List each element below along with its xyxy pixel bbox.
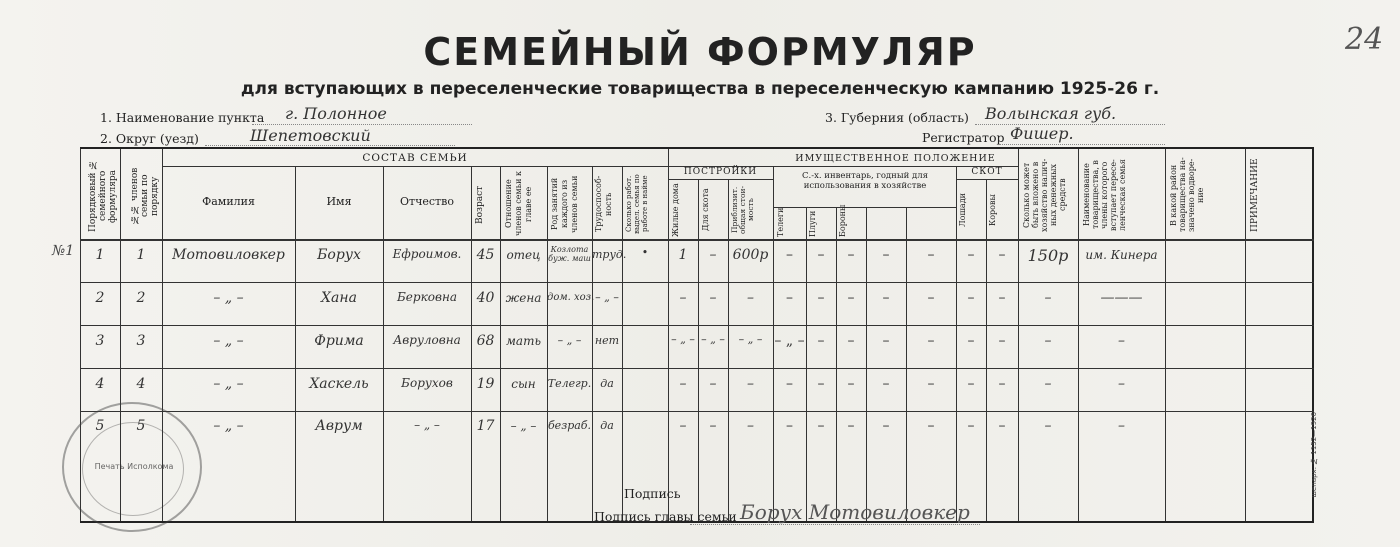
seal-text: Печать Исполкома bbox=[94, 462, 174, 471]
hdr-dengi: Сколько может быть вложено в хозяйство налич-ных денежных средств bbox=[1022, 158, 1067, 232]
cell-borony: – bbox=[847, 247, 855, 263]
hdr-korovy: Коровы bbox=[988, 194, 997, 226]
cell-otnoshenie: – „ – bbox=[510, 419, 537, 433]
cell-korovy: – bbox=[998, 247, 1006, 263]
cell-trud: да bbox=[600, 377, 614, 390]
hdr-stoimost: Приблизит. общая стои-мость bbox=[730, 186, 755, 234]
hdr-dlya-skota: Для скота bbox=[701, 188, 710, 232]
hdr-member-no: №№ членов семьи по порядку bbox=[130, 167, 160, 225]
cell-inv-extra: – bbox=[882, 418, 890, 434]
hdr-loshadi: Лошади bbox=[958, 193, 967, 227]
cell-dlya-skota: – „ – bbox=[701, 333, 725, 346]
cell-zhilye: – „ – bbox=[671, 333, 695, 346]
row-line bbox=[162, 166, 668, 167]
cell-tovar: ——— bbox=[1100, 290, 1143, 306]
cell-dengi: – bbox=[1044, 418, 1052, 434]
podpis-glavy-label: Подпись главы семьи bbox=[594, 509, 737, 524]
cell-telegi: – bbox=[786, 290, 793, 306]
row-line bbox=[773, 207, 956, 208]
cell-inv-extra: – bbox=[927, 333, 935, 349]
hdr-primechanie: ПРИМЕЧАНИЕ bbox=[1250, 158, 1260, 232]
cell-familia: – „ – bbox=[213, 333, 244, 349]
cell-imya: Фрима bbox=[314, 333, 364, 349]
cell-rod: дом. хоз. bbox=[547, 292, 595, 303]
header-bottom-line bbox=[80, 239, 1314, 241]
col-line bbox=[622, 166, 623, 521]
okrug-value: Шепетовский bbox=[250, 126, 371, 145]
cell-zhilye: – bbox=[679, 290, 687, 306]
cell-tovar: – bbox=[1118, 333, 1125, 349]
cell-inv-extra: – bbox=[882, 247, 890, 263]
cell-member-no: 4 bbox=[136, 376, 146, 392]
cell-borony: – bbox=[847, 333, 855, 349]
cell-vozrast: 68 bbox=[476, 333, 495, 349]
row-line bbox=[668, 179, 773, 180]
hdr-imya: Имя bbox=[326, 195, 352, 208]
cell-loshadi: – bbox=[967, 247, 975, 263]
printer-note: шепарх. № 1152—1926 bbox=[1310, 412, 1318, 498]
form-subtitle: для вступающих в переселенческие товарищества в переселенческую кампанию 1925-26 г. bbox=[240, 79, 1160, 99]
row-line bbox=[80, 282, 1314, 283]
form-title: СЕМЕЙНЫЙ ФОРМУЛЯР bbox=[423, 30, 977, 74]
registrator-underline bbox=[1000, 144, 1165, 145]
row-line bbox=[80, 411, 1314, 412]
cell-telegi: – bbox=[786, 247, 793, 263]
cell-dlya-skota: – bbox=[709, 290, 717, 306]
gubernia-value: Волынская губ. bbox=[985, 104, 1117, 123]
cell-loshadi: – bbox=[967, 333, 975, 349]
registrator-value: Фишер. bbox=[1010, 124, 1074, 143]
hdr-tovarishestvo: Наименование товарищества, в члены которого вступает пересе-ленческая семья bbox=[1082, 159, 1127, 231]
cell-form-no: 4 bbox=[95, 376, 105, 392]
cell-trud: – „ – bbox=[595, 291, 619, 304]
cell-dengi: – bbox=[1044, 376, 1052, 392]
hdr-imush: ИМУЩЕСТВЕННОЕ ПОЛОЖЕНИЕ bbox=[795, 153, 996, 164]
punkt-underline bbox=[252, 124, 472, 125]
registrator-label: Регистратор bbox=[922, 130, 1005, 145]
cell-inv-extra: – bbox=[882, 333, 890, 349]
cell-plugi: – bbox=[817, 376, 825, 392]
hdr-trud: Трудоспособ-ность bbox=[594, 175, 613, 233]
okrug-label: 2. Округ (уезд) bbox=[100, 131, 199, 146]
cell-plugi: – bbox=[817, 333, 825, 349]
cell-inv-extra: – bbox=[927, 247, 935, 263]
cell-vozrast: 17 bbox=[476, 418, 495, 434]
hdr-borony: Бороны bbox=[838, 204, 847, 237]
cell-dengi: – bbox=[1044, 333, 1052, 349]
cell-form-no: 2 bbox=[95, 290, 105, 306]
cell-korovy: – bbox=[998, 376, 1006, 392]
cell-korovy: – bbox=[998, 418, 1006, 434]
cell-borony: – bbox=[847, 418, 855, 434]
cell-otnoshenie: сын bbox=[511, 377, 536, 391]
punkt-label: 1. Наименование пункта bbox=[100, 110, 265, 125]
cell-vozrast: 45 bbox=[476, 247, 495, 263]
page-number: 24 bbox=[1345, 22, 1384, 57]
cell-zhilye: – bbox=[679, 418, 687, 434]
cell-rod: Козлота буж. маш bbox=[548, 245, 591, 263]
cell-trud: да bbox=[600, 419, 614, 432]
cell-otnoshenie: отец bbox=[506, 248, 541, 262]
hdr-zhilye: Жилые дома bbox=[671, 183, 680, 237]
cell-stoimost: – bbox=[747, 376, 754, 392]
cell-zhilye: – bbox=[679, 376, 687, 392]
cell-plugi: – bbox=[817, 418, 825, 434]
cell-inv-extra: – bbox=[927, 376, 935, 392]
row-line bbox=[80, 368, 1314, 369]
signature-underline bbox=[690, 524, 980, 525]
cell-inv-extra: – bbox=[927, 290, 935, 306]
cell-stoimost: – „ – bbox=[738, 333, 763, 346]
col-line bbox=[1245, 149, 1246, 521]
hdr-skolko: Сколько работ. выдел. семья по работе в найме bbox=[625, 174, 649, 234]
hdr-vozrast: Возраст bbox=[475, 185, 485, 225]
cell-korovy: – bbox=[998, 290, 1006, 306]
cell-dlya-skota: – bbox=[709, 247, 717, 263]
cell-otchestvo: Ефроимов. bbox=[392, 247, 462, 261]
cell-rod: – „ – bbox=[557, 334, 582, 347]
cell-imya: Борух bbox=[317, 247, 361, 263]
cell-familia: – „ – bbox=[213, 290, 244, 306]
cell-loshadi: – bbox=[967, 376, 975, 392]
hdr-postroyki: ПОСТРОЙКИ bbox=[683, 167, 758, 177]
cell-plugi: – bbox=[817, 247, 825, 263]
cell-otchestvo: – „ – bbox=[414, 418, 440, 432]
cell-telegi: – bbox=[786, 376, 793, 392]
podpis-label: Подпись bbox=[624, 486, 681, 501]
cell-trud: нет bbox=[594, 334, 620, 347]
cell-otchestvo: Берковна bbox=[396, 290, 458, 304]
cell-telegi: – „ – bbox=[774, 333, 805, 349]
col-line bbox=[986, 179, 987, 521]
cell-otnoshenie: мать bbox=[505, 334, 541, 348]
cell-dlya-skota: – bbox=[709, 376, 717, 392]
cell-familia: – „ – bbox=[213, 418, 244, 434]
cell-tovar: – bbox=[1118, 418, 1125, 434]
row-line bbox=[956, 179, 1018, 180]
cell-member-no: 5 bbox=[136, 418, 146, 434]
cell-borony: – bbox=[847, 376, 855, 392]
cell-tovar: – bbox=[1118, 376, 1125, 392]
cell-stoimost: 600р bbox=[732, 247, 769, 263]
punkt-value: г. Полонное bbox=[285, 104, 387, 123]
hdr-otchestvo: Отчество bbox=[400, 195, 454, 208]
hdr-form-no: Порядковый № семейного формуляра bbox=[88, 159, 118, 233]
cell-dlya-skota: – bbox=[709, 418, 717, 434]
cell-inv-extra: – bbox=[882, 290, 890, 306]
hdr-skot: СКОТ bbox=[971, 167, 1003, 177]
cell-familia: – „ – bbox=[213, 376, 244, 392]
cell-imya: Хана bbox=[321, 290, 357, 306]
cell-borony: – bbox=[847, 290, 855, 306]
okrug-underline bbox=[205, 145, 455, 146]
gubernia-label: 3. Губерния (область) bbox=[825, 110, 969, 125]
row-line bbox=[80, 325, 1314, 326]
cell-plugi: – bbox=[817, 290, 825, 306]
cell-inv-extra: – bbox=[882, 376, 890, 392]
cell-form-no: 5 bbox=[95, 418, 105, 434]
cell-otnoshenie: жена bbox=[505, 291, 542, 305]
hdr-inventar: С.-х. инвентарь, годный для использования в хозяйстве bbox=[802, 171, 928, 191]
cell-trud: труд. bbox=[592, 248, 627, 261]
hdr-rod: Род занятий каждого из членов семьи bbox=[550, 175, 579, 233]
cell-stoimost: – bbox=[747, 418, 754, 434]
cell-otchestvo: Борухов bbox=[401, 376, 453, 390]
hdr-otnoshenie: Отношение членов семьи к главе ее bbox=[504, 171, 533, 237]
col-line bbox=[728, 179, 729, 521]
cell-tovar: им. Кинера bbox=[1085, 248, 1158, 262]
family-table bbox=[80, 147, 1314, 523]
cell-familia: Мотовиловкер bbox=[172, 247, 285, 263]
cell-imya: Хаскель bbox=[309, 376, 369, 392]
hdr-telegi: Телеги bbox=[776, 207, 785, 237]
podpis-glavy-value: Борух Мотовиловкер bbox=[740, 500, 970, 524]
hdr-sostav: СОСТАВ СЕМЬИ bbox=[362, 152, 468, 164]
cell-imya: Аврум bbox=[315, 418, 363, 434]
hdr-plugi: Плуги bbox=[808, 210, 817, 237]
cell-zhilye: 1 bbox=[678, 247, 688, 263]
cell-loshadi: – bbox=[967, 290, 975, 306]
cell-dengi: – bbox=[1044, 290, 1052, 306]
cell-vozrast: 19 bbox=[476, 376, 495, 392]
hdr-familia: Фамилия bbox=[202, 195, 255, 208]
cell-skolko: • bbox=[641, 246, 649, 259]
row-mark: №1 bbox=[52, 243, 75, 259]
cell-form-no: 1 bbox=[95, 247, 105, 263]
cell-dengi: 150р bbox=[1027, 246, 1069, 265]
cell-form-no: 3 bbox=[95, 333, 105, 349]
cell-member-no: 2 bbox=[136, 290, 146, 306]
col-line bbox=[1165, 149, 1166, 521]
cell-otchestvo: Авруловна bbox=[393, 333, 461, 347]
cell-telegi: – bbox=[786, 418, 793, 434]
cell-stoimost: – bbox=[747, 290, 754, 306]
official-seal bbox=[62, 402, 202, 532]
cell-vozrast: 40 bbox=[476, 290, 495, 306]
cell-rod: Телегр. bbox=[547, 377, 592, 390]
cell-loshadi: – bbox=[967, 418, 975, 434]
cell-member-no: 1 bbox=[136, 247, 146, 263]
cell-member-no: 3 bbox=[136, 333, 146, 349]
cell-korovy: – bbox=[998, 333, 1006, 349]
hdr-rayon: В какой район товарищества на-значено водворе-ние bbox=[1169, 157, 1205, 233]
cell-inv-extra: – bbox=[927, 418, 935, 434]
cell-rod: безраб. bbox=[547, 419, 592, 432]
col-line bbox=[698, 179, 699, 521]
